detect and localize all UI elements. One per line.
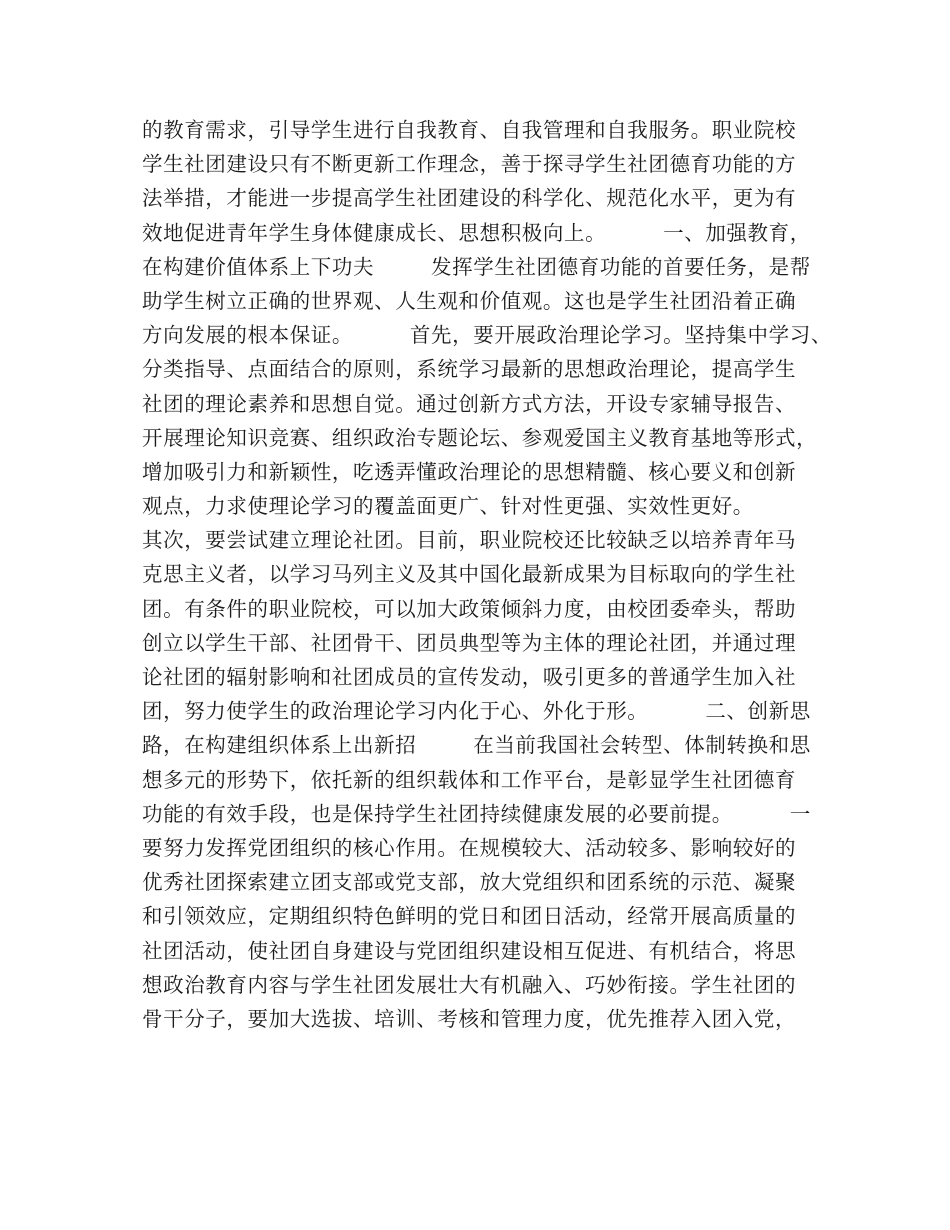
text-line: 克思主义者，以学习马列主义及其中国化最新成果为目标取向的学生社 — [142, 562, 797, 587]
body-text — [142, 113, 832, 1036]
text-line: 效地促进青年学生身体健康成长、思想积极向上。 一、加强教育， — [142, 220, 811, 245]
text-line: 功能的有效手段，也是保持学生社团持续健康发展的必要前提。 一 — [142, 801, 811, 826]
text-line: 增加吸引力和新颖性，吃透弄懂政治理论的思想精髓、核心要义和创新 — [142, 459, 797, 484]
text-line: 团。有条件的职业院校，可以加大政策倾斜力度，由校团委牵头，帮助 — [142, 596, 797, 621]
text-line: 社团活动，使社团自身建设与党团组织建设相互促进、有机结合，将思 — [142, 938, 797, 963]
text-line: 要努力发挥党团组织的核心作用。在规模较大、活动较多、影响较好的 — [142, 835, 797, 860]
text-line: 团，努力使学生的政治理论学习内化于心、外化于形。 二、创新思 — [142, 699, 811, 724]
text-line: 优秀社团探索建立团支部或党支部，放大党组织和团系统的示范、凝聚 — [142, 870, 797, 895]
text-line: 观点，力求使理论学习的覆盖面更广、针对性更强、实效性更好。 — [142, 494, 754, 519]
text-line: 骨干分子，要加大选拔、培训、考核和管理力度，优先推荐入团入党， — [142, 1006, 797, 1031]
text-line: 其次，要尝试建立理论社团。目前，职业院校还比较缺乏以培养青年马 — [142, 528, 797, 553]
text-line: 和引领效应，定期组织特色鲜明的党日和团日活动，经常开展高质量的 — [142, 904, 797, 929]
text-line: 助学生树立正确的世界观、人生观和价值观。这也是学生社团沿着正确 — [142, 288, 797, 313]
text-line: 开展理论知识竞赛、组织政治专题论坛、参观爱国主义教育基地等形式， — [142, 425, 818, 450]
text-line: 的教育需求，引导学生进行自我教育、自我管理和自我服务。职业院校 — [142, 118, 797, 142]
text-line: 论社团的辐射影响和社团成员的宣传发动，吸引更多的普通学生加入社 — [142, 665, 797, 689]
text-line: 学生社团建设只有不断更新工作理念，善于探寻学生社团德育功能的方 — [142, 152, 797, 177]
text-line: 社团的理论素养和思想自觉。通过创新方式方法，开设专家辅导报告、 — [142, 391, 797, 416]
text-line: 分类指导、点面结合的原则，系统学习最新的思想政治理论，提高学生 — [142, 357, 797, 382]
text-line: 想多元的形势下，依托新的组织载体和工作平台，是彰显学生社团德育 — [142, 767, 797, 792]
text-line: 创立以学生干部、社团骨干、团员典型等为主体的理论社团，并通过理 — [142, 630, 797, 655]
text-line: 法举措，才能进一步提高学生社团建设的科学化、规范化水平，更为有 — [142, 186, 797, 211]
text-line: 路，在构建组织体系上出新招 在当前我国社会转型、体制转换和思 — [142, 733, 811, 758]
text-line: 想政治教育内容与学生社团发展壮大有机融入、巧妙衔接。学生社团的 — [142, 972, 797, 997]
text-line: 在构建价值体系上下功夫 发挥学生社团德育功能的首要任务，是帮 — [142, 254, 811, 279]
text-line: 方向发展的根本保证。 首先，要开展政治理论学习。坚持集中学习、 — [142, 323, 832, 348]
